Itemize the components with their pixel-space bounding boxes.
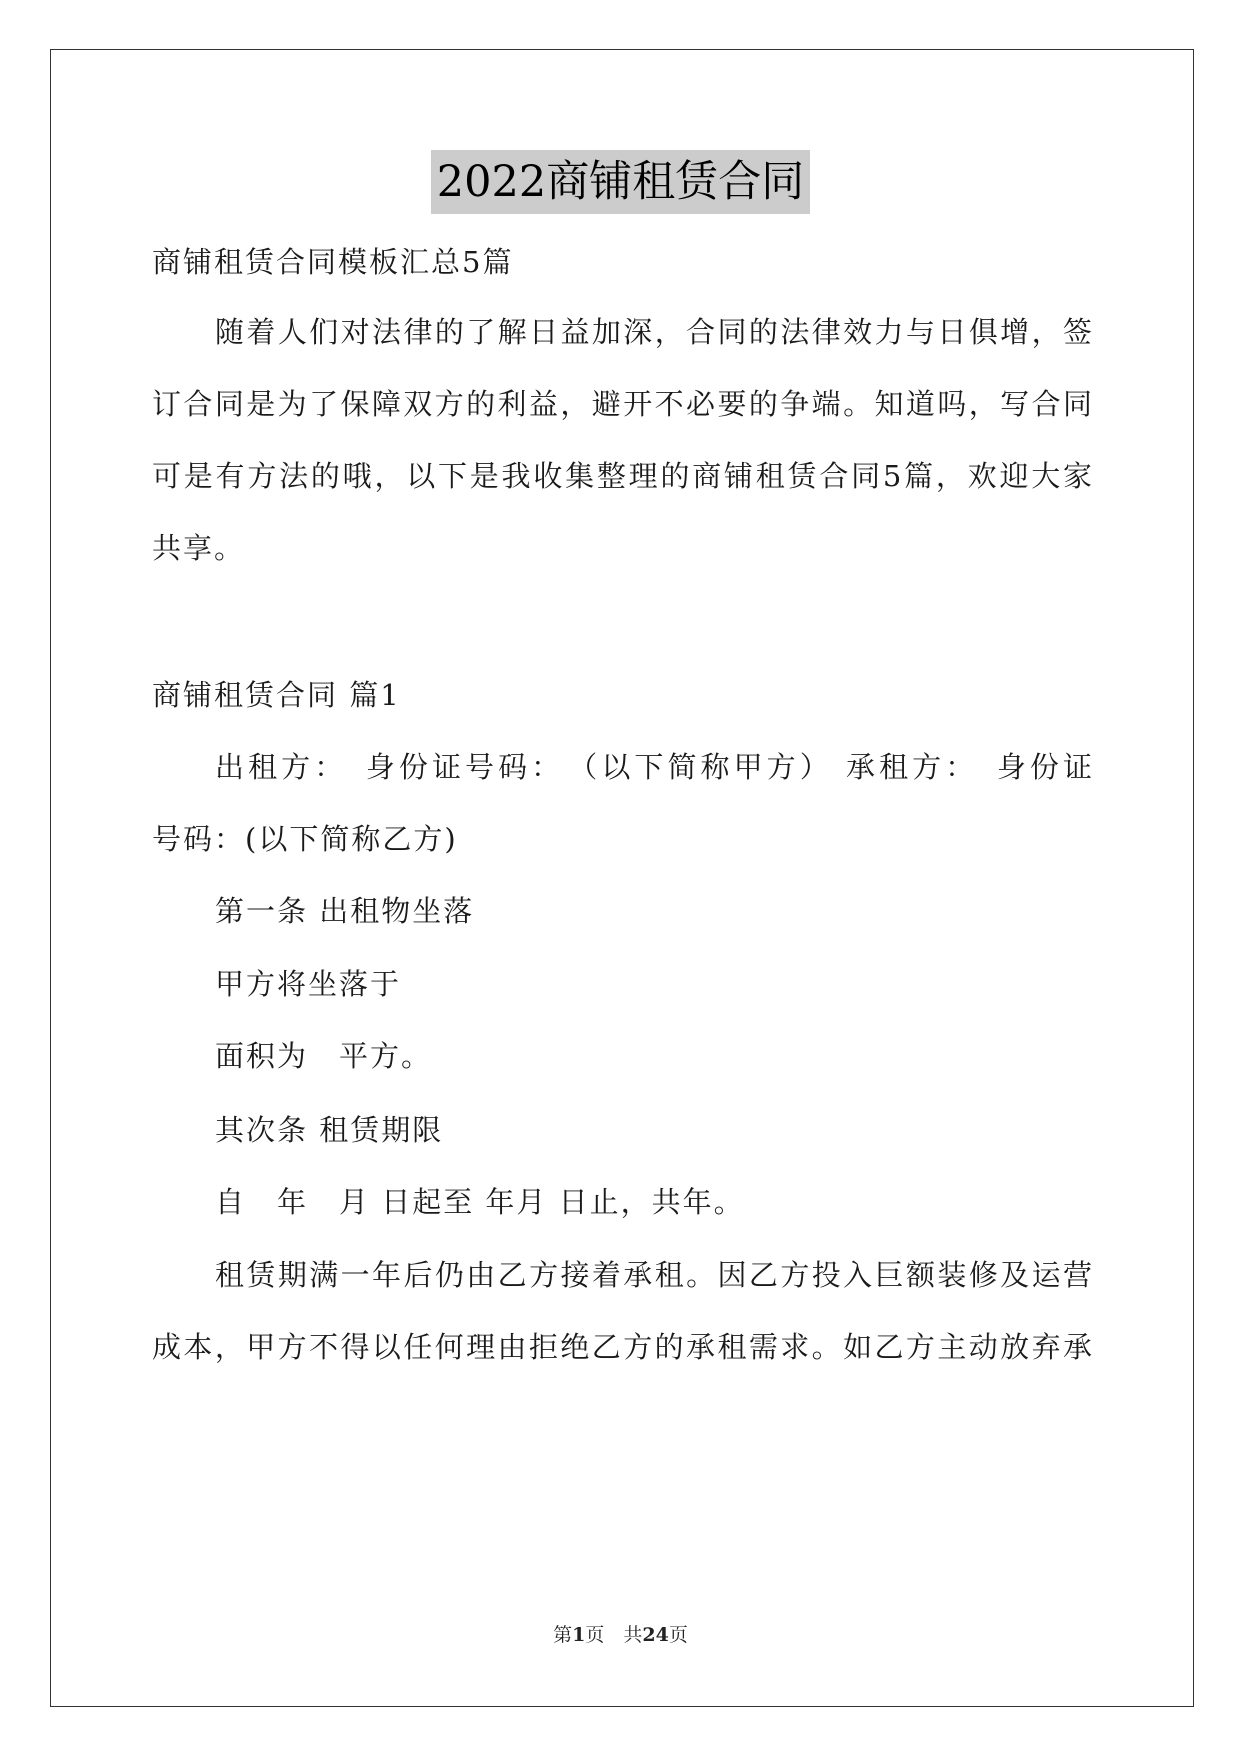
article1-line-2: 面积为 平方。 [215,1039,433,1073]
title-container [0,150,1241,214]
intro-line-1: 随着人们对法律的了解日益加深，合同的法律效力与日俱增，签 [215,315,1092,349]
article1-line-1: 甲方将坐落于 [215,967,402,1001]
renewal-line-1: 租赁期满一年后仍由乙方接着承租。因乙方投入巨额装修及运营 [215,1258,1092,1292]
footer-mid: 页 共 [585,1624,643,1646]
page-footer [0,1622,1241,1648]
renewal-line-2: 成本，甲方不得以任何理由拒绝乙方的承租需求。如乙方主动放弃承 [152,1330,1092,1364]
document-subtitle: 商铺租赁合同模板汇总5篇 [152,245,514,279]
intro-line-3: 可是有方法的哦，以下是我收集整理的商铺租赁合同5篇，欢迎大家 [152,459,1092,493]
footer-total-pages: 24 [642,1624,669,1646]
intro-line-4: 共享。 [152,531,246,565]
page-border [50,49,1194,1707]
document-title: 2022商铺租赁合同 [431,150,810,214]
intro-line-2: 订合同是为了保障双方的利益，避开不必要的争端。知道吗，写合同 [152,387,1092,421]
article2-heading: 其次条 租赁期限 [215,1113,444,1147]
footer-current-page: 1 [572,1624,586,1646]
footer-prefix: 第 [553,1624,573,1646]
parties-line-1: 出租方： 身份证号码： （以下简称甲方） 承租方： 身份证 [215,750,1092,784]
article2-line-1: 自 年 月 日起至 年月 日止，共年。 [215,1185,745,1219]
section-heading: 商铺租赁合同 篇1 [152,678,401,712]
footer-suffix: 页 [668,1624,688,1646]
article1-heading: 第一条 出租物坐落 [215,894,475,928]
parties-line-2: 号码：(以下简称乙方) [152,822,458,856]
